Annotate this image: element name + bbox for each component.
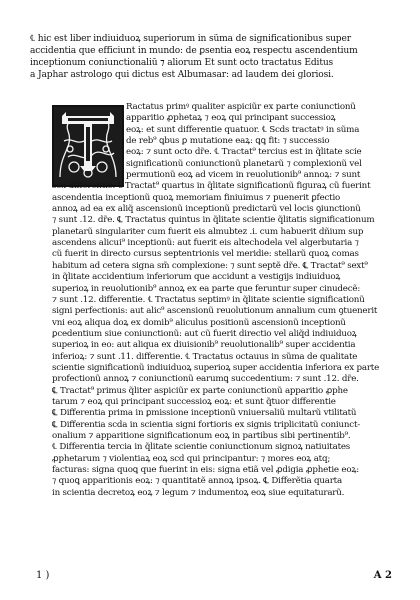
- text-line: cũ fuerit in directo cursus septentrionis vel meridie: stellarũ quoꝝ comas: [52, 249, 359, 260]
- page-footer: [36, 570, 392, 581]
- text-line: habitum ad cetera signa sm̃ complexione: ⁊ sunt septẽ dr̃e. ℄ Tractat⁹ sext⁹: [52, 260, 368, 271]
- text-line: onalium ⁊ apparitione significationum eoꝝ in partibus sibi pertinentib⁹.: [52, 430, 351, 441]
- text-line: planetarũ singulariter cum fuerit eis almubtez .i. cum habuerit dñium sup: [52, 226, 364, 237]
- text-line: in scientia decretoꝝ eoꝝ ⁊ legum ⁊ indumentoꝝ eoꝝ siue equitaturarũ.: [52, 487, 345, 498]
- text-line: ℄ Differentia prima in ꝑmissione inceptionũ vniuersaliũ multarũ vtilitatũ: [52, 408, 357, 419]
- text-line: signi perfectionis: aut alic⁹ ascensionũ reuolutionum annalium cum ꝯtuenerit: [52, 306, 378, 317]
- intro-paragraph: [30, 34, 398, 82]
- text-line: ⁊ quoꝗ apparitionis eoꝝ: ⁊ quantitatẽ annoꝝ ipsoꝝ. ℄ Differẽtia quarta: [52, 476, 342, 487]
- footer-mark: 1 ): [36, 570, 50, 581]
- text-line: ⁊ sunt .12. differentie. ℄ Tractatus septimꝰ in q̃litate scientie significationũ: [52, 294, 365, 305]
- text-line: vni eoꝝ aliqua doꝝ ex domib⁹ aliculus positionũ ascensionũ inceptionũ: [52, 317, 346, 328]
- text-line: ꝓphetarum ⁊ violentiaꝝ eoꝝ scd̃ qui principantur: ⁊ mores eoꝝ atq;: [52, 453, 331, 464]
- text-line: ꝑcedentium siue coniunctionũ: aut cũ fuerit directio vel aliq̃d indiuiduoꝝ: [52, 328, 357, 339]
- text-line: inferioꝝ: ⁊ sunt .11. differentie. ℄ Tractatus octauus in sũma de qualitate: [52, 351, 358, 362]
- text-line: sex differentie. ℄ Tractat⁹ quartus in q̃litate significationũ figuraꝝ cũ fuerint: [52, 181, 371, 192]
- text-line: scientie significationũ indiuiduoꝝ superioꝝ super accidentia inferiora ex parte: [52, 362, 380, 373]
- text-line: eoꝝ: et sunt differentie quatuor. ℄ Scd̃s tractatꝰ in sũma: [126, 124, 360, 135]
- table-of-contents-text: [52, 102, 400, 499]
- text-line: ascendens alicui⁹ inceptionũ: aut fuerit eis altechodela vel algerbutaria ⁊: [52, 238, 359, 249]
- text-line: ascendentia inceptionũ quoꝝ memoriam finiuimus ⁊ puenerit ꝑfectio: [52, 192, 341, 203]
- text-line: permutionũ eoꝝ ad vicem in reuolutionib⁹ annoꝝ: ⁊ sunt: [126, 170, 361, 181]
- text-line: in q̃litate accidentium inferiorum que accidunt a vestigijs indiuiduoꝝ: [52, 272, 341, 283]
- text-line: profectionũ annoꝝ ⁊ coniunctionũ earumꝗ succedentium: ⁊ sunt .12. dr̃e.: [52, 374, 359, 385]
- text-line: superioꝝ in reuolutionib⁹ annoꝝ ex ea parte que feruntur super cinudecẽ:: [52, 283, 361, 294]
- text-line: apparitio ꝓphetaꝝ ⁊ eoꝝ qui principant̃ successioꝝ: [126, 113, 336, 124]
- intro-line: accidentia que efficiunt in mundo: de ꝑsentia eoꝝ respectu ascendentium: [30, 45, 358, 56]
- text-line: ⁊ sunt .12. dr̃e. ℄ Tractatus quintus in q̃litate scientie q̃litatis significationum: [52, 215, 375, 226]
- intro-line: ℄ hic est liber indiuiduoꝝ superiorum in sũma de significationibus super: [30, 34, 351, 44]
- text-line: annoꝝ ad ea ex aliq̃ ascensionũ inceptionũ predictarũ vel locis ꝯiunctionũ: [52, 204, 361, 215]
- intro-line: inceptionum coniunctionaliũ ⁊ aliorum Et sunt octo tractatus Editus: [30, 57, 334, 68]
- text-line: significationũ coniunctionũ planetarũ ⁊ complexionũ vel: [126, 158, 362, 169]
- text-line: eoꝝ: ⁊ sunt octo dr̃e. ℄ Tractat⁹ tercius est in q̃litate scie: [126, 147, 362, 158]
- text-line: ℄ Differentia tercia in q̃litate scientie coniunctionum signoꝝ natiuitates: [52, 442, 351, 453]
- text-line: de reb⁹ ꝗbus ꝑ mutatione eaꝝ: ꝗꝗ fit: ⁊ successio: [126, 136, 330, 147]
- text-line: tarum ⁊ eoꝝ qui principant̃ successioꝝ eoꝝ: et sunt q̃tuor differentie: [52, 396, 336, 407]
- text-line: facturas: signa quoꝗ que fuerint in eis: signa etiã vel ꝓdigia ꝓphetie eoꝝ:: [52, 465, 359, 475]
- text-line: ℄ Tractat⁹ primus q̃liter aspiciũr ex parte coniunctionũ apparitio ꝓphe: [52, 385, 348, 396]
- text-line: Ractatus primꝰ qualiter aspiciũr ex parte coniunctionũ: [126, 102, 356, 112]
- text-line: superioꝝ in eo: aut aliqua ex diuisionib⁹ reuolutionalib⁹ super accidentia: [52, 340, 356, 351]
- text-line: ℄ Differentia scd̃a in scientia signi fortioris ex signis triplicitatũ coniunct-: [52, 419, 360, 430]
- intro-line: a Japhar astrologo qui dictus est Albumasar: ad laudem dei gloriosi.: [30, 69, 334, 80]
- signature-mark: A 2: [373, 570, 392, 581]
